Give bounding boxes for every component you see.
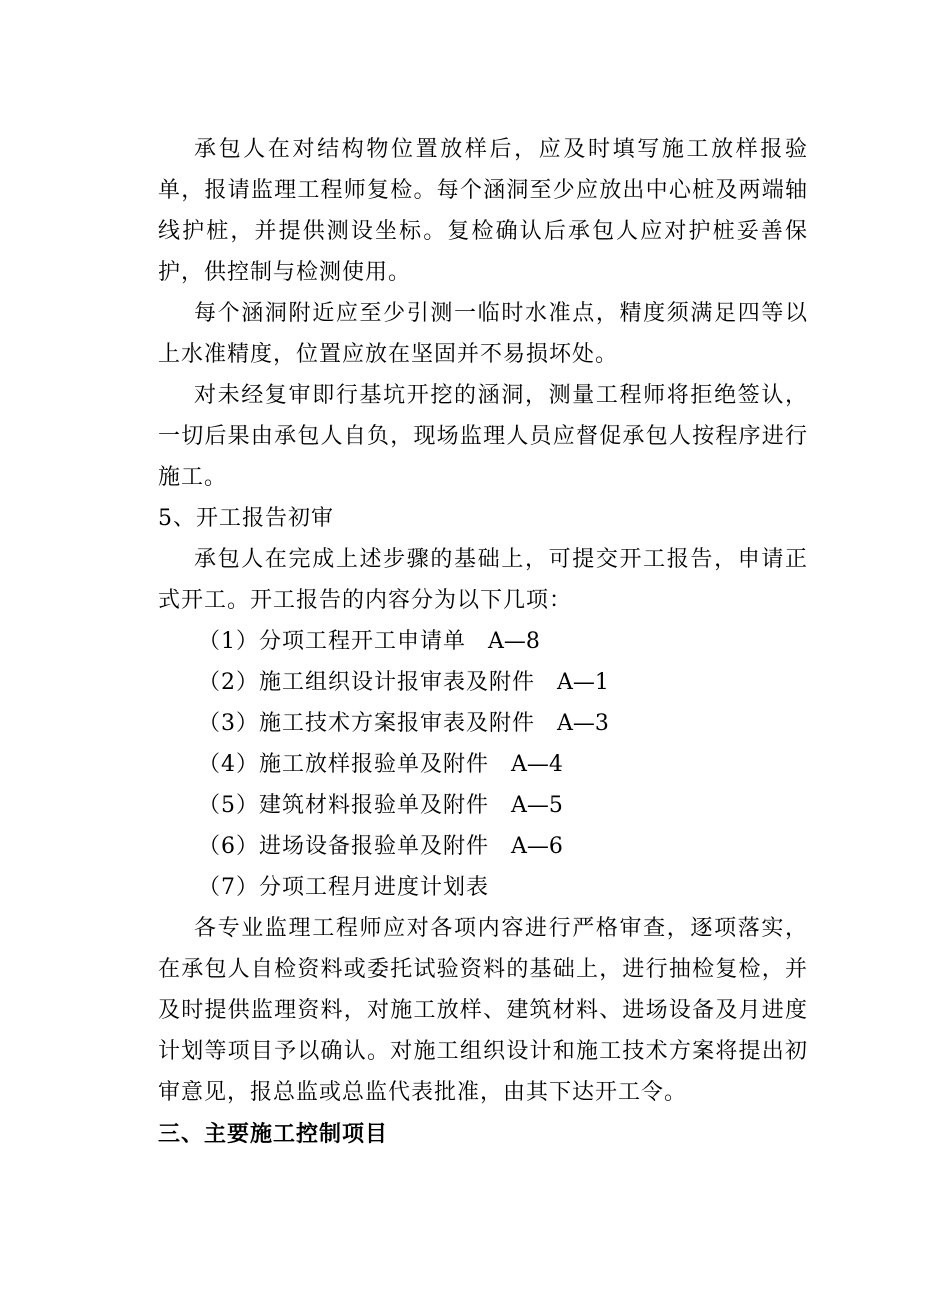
list-item: （6）进场设备报验单及附件 A—6 [198, 834, 563, 859]
section-5-closing: 各专业监理工程师应对各项内容进行严格审查，逐项落实，在承包人自检资料或委托试验资料的基础上，进行抽检复检，并及时提供监理资料，对施工放样、建筑材料、进场设备及月进度计划等项目予以确认。对施工组织设计和施工技术方案将提出初审意见，报总监或总监代表批准，由其下达开工令。 [158, 916, 808, 1105]
section-5-intro: 承包人在完成上述步骤的基础上，可提交开工报告，申请正式开工。开工报告的内容分为以下几项： [158, 547, 808, 613]
list-item: （2）施工组织设计报审表及附件 A—1 [198, 670, 609, 695]
section-5-title: 5、开工报告初审 [158, 506, 334, 531]
list-item: （3）施工技术方案报审表及附件 A—3 [198, 711, 609, 736]
paragraph-stakeout-inspection: 承包人在对结构物位置放样后，应及时填写施工放样报验单，报请监理工程师复检。每个涵洞至少应放出中心桩及两端轴线护桩，并提供测设坐标。复检确认后承包人应对护桩妥善保护，供控制与检测使用。 [158, 137, 808, 285]
document-page [158, 129, 808, 1157]
list-item: （1）分项工程开工申请单 A—8 [198, 629, 540, 654]
paragraph-unapproved-excavation: 对未经复审即行基坑开挖的涵洞，测量工程师将拒绝签认，一切后果由承包人自负，现场监理人员应督促承包人按程序进行施工。 [158, 383, 808, 490]
paragraph-benchmark: 每个涵洞附近应至少引测一临时水准点，精度须满足四等以上水准精度，位置应放在坚固并不易损坏处。 [158, 301, 808, 367]
start-report-items [158, 621, 808, 908]
list-item: （5）建筑材料报验单及附件 A—5 [198, 793, 563, 818]
section-3-heading: 三、主要施工控制项目 [158, 1122, 389, 1147]
list-item: （7）分项工程月进度计划表 [198, 875, 489, 900]
list-item: （4）施工放样报验单及附件 A—4 [198, 752, 563, 777]
